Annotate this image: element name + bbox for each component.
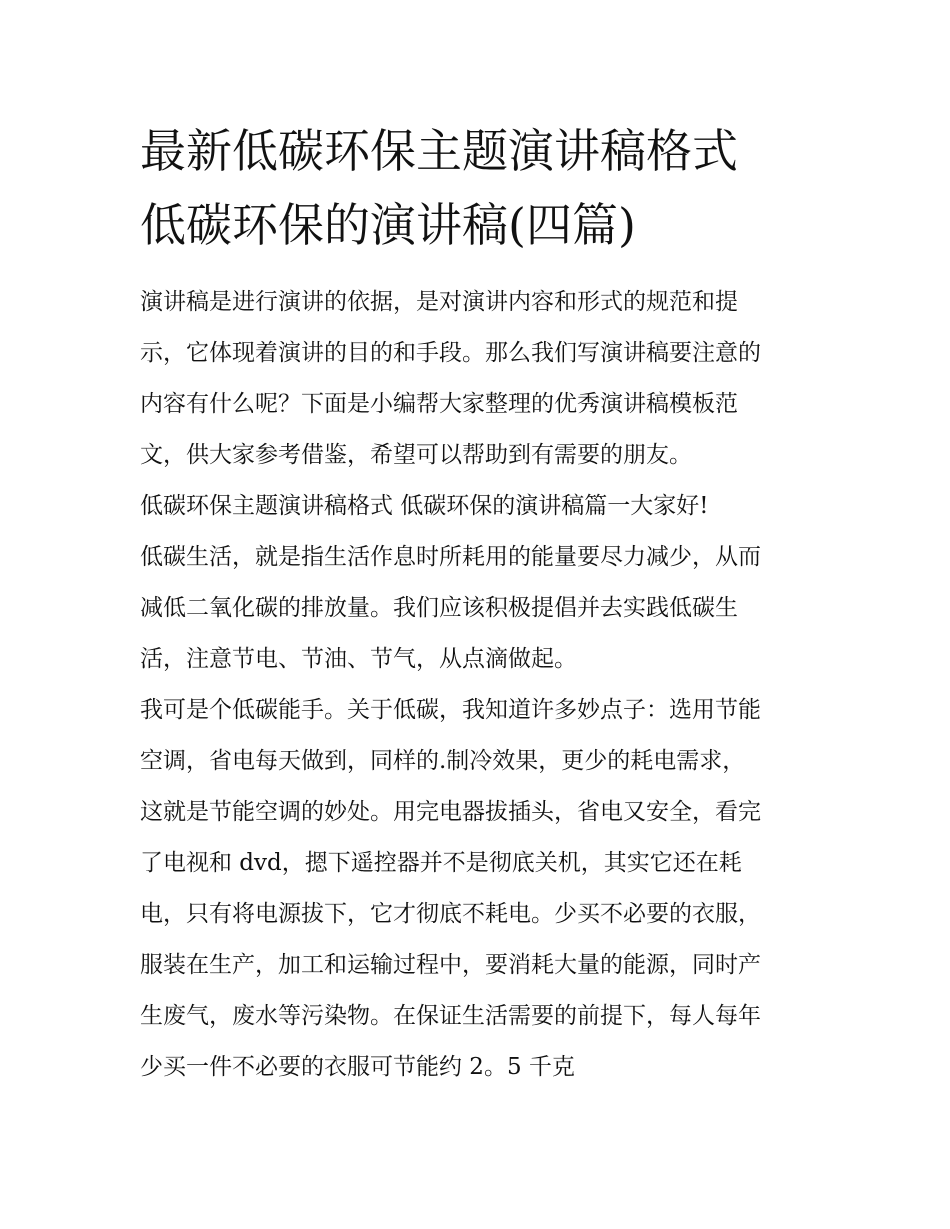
text-line: 减低二氧化碳的排放量。我们应该积极提倡并去实践低碳生: [140, 595, 738, 621]
body-paragraph: [140, 685, 812, 1093]
text-line: 这就是节能空调的妙处。用完电器拔插头，省电又安全，看完: [140, 799, 761, 825]
text-line: 服装在生产，加工和运输过程中，要消耗大量的能源，同时产: [140, 952, 761, 978]
intro-paragraph: [140, 277, 812, 481]
section-heading-paragraph: [140, 481, 812, 532]
text-line: 低碳环保主题演讲稿格式 低碳环保的演讲稿篇一大家好!: [140, 493, 709, 519]
document-title: [140, 114, 820, 262]
title-line: 最新低碳环保主题演讲稿格式: [140, 124, 738, 178]
text-line: 空调，省电每天做到，同样的.制冷效果，更少的耗电需求，: [140, 748, 746, 774]
text-line: 文，供大家参考借鉴，希望可以帮助到有需要的朋友。: [140, 442, 692, 468]
body-paragraph: [140, 532, 812, 685]
text-line: 少买一件不必要的衣服可节能约 2。5 千克: [140, 1054, 575, 1080]
text-line: 生废气，废水等污染物。在保证生活需要的前提下，每人每年: [140, 1003, 761, 1029]
text-line: 低碳生活，就是指生活作息时所耗用的能量要尽力减少，从而: [140, 544, 761, 570]
title-line: 低碳环保的演讲稿(四篇): [140, 198, 636, 252]
text-line: 电，只有将电源拔下，它才彻底不耗电。少买不必要的衣服，: [140, 901, 761, 927]
text-line: 我可是个低碳能手。关于低碳，我知道许多妙点子：选用节能: [140, 697, 761, 723]
text-line: 演讲稿是进行演讲的依据，是对演讲内容和形式的规范和提: [140, 289, 738, 315]
text-line: 示，它体现着演讲的目的和手段。那么我们写演讲稿要注意的: [140, 340, 761, 366]
text-line: 活，注意节电、节油、节气，从点滴做起。: [140, 646, 577, 672]
text-line: 了电视和 dvd，摁下遥控器并不是彻底关机，其实它还在耗: [140, 850, 742, 876]
text-line: 内容有什么呢？下面是小编帮大家整理的优秀演讲稿模板范: [140, 391, 738, 417]
document-body: [140, 277, 812, 1093]
